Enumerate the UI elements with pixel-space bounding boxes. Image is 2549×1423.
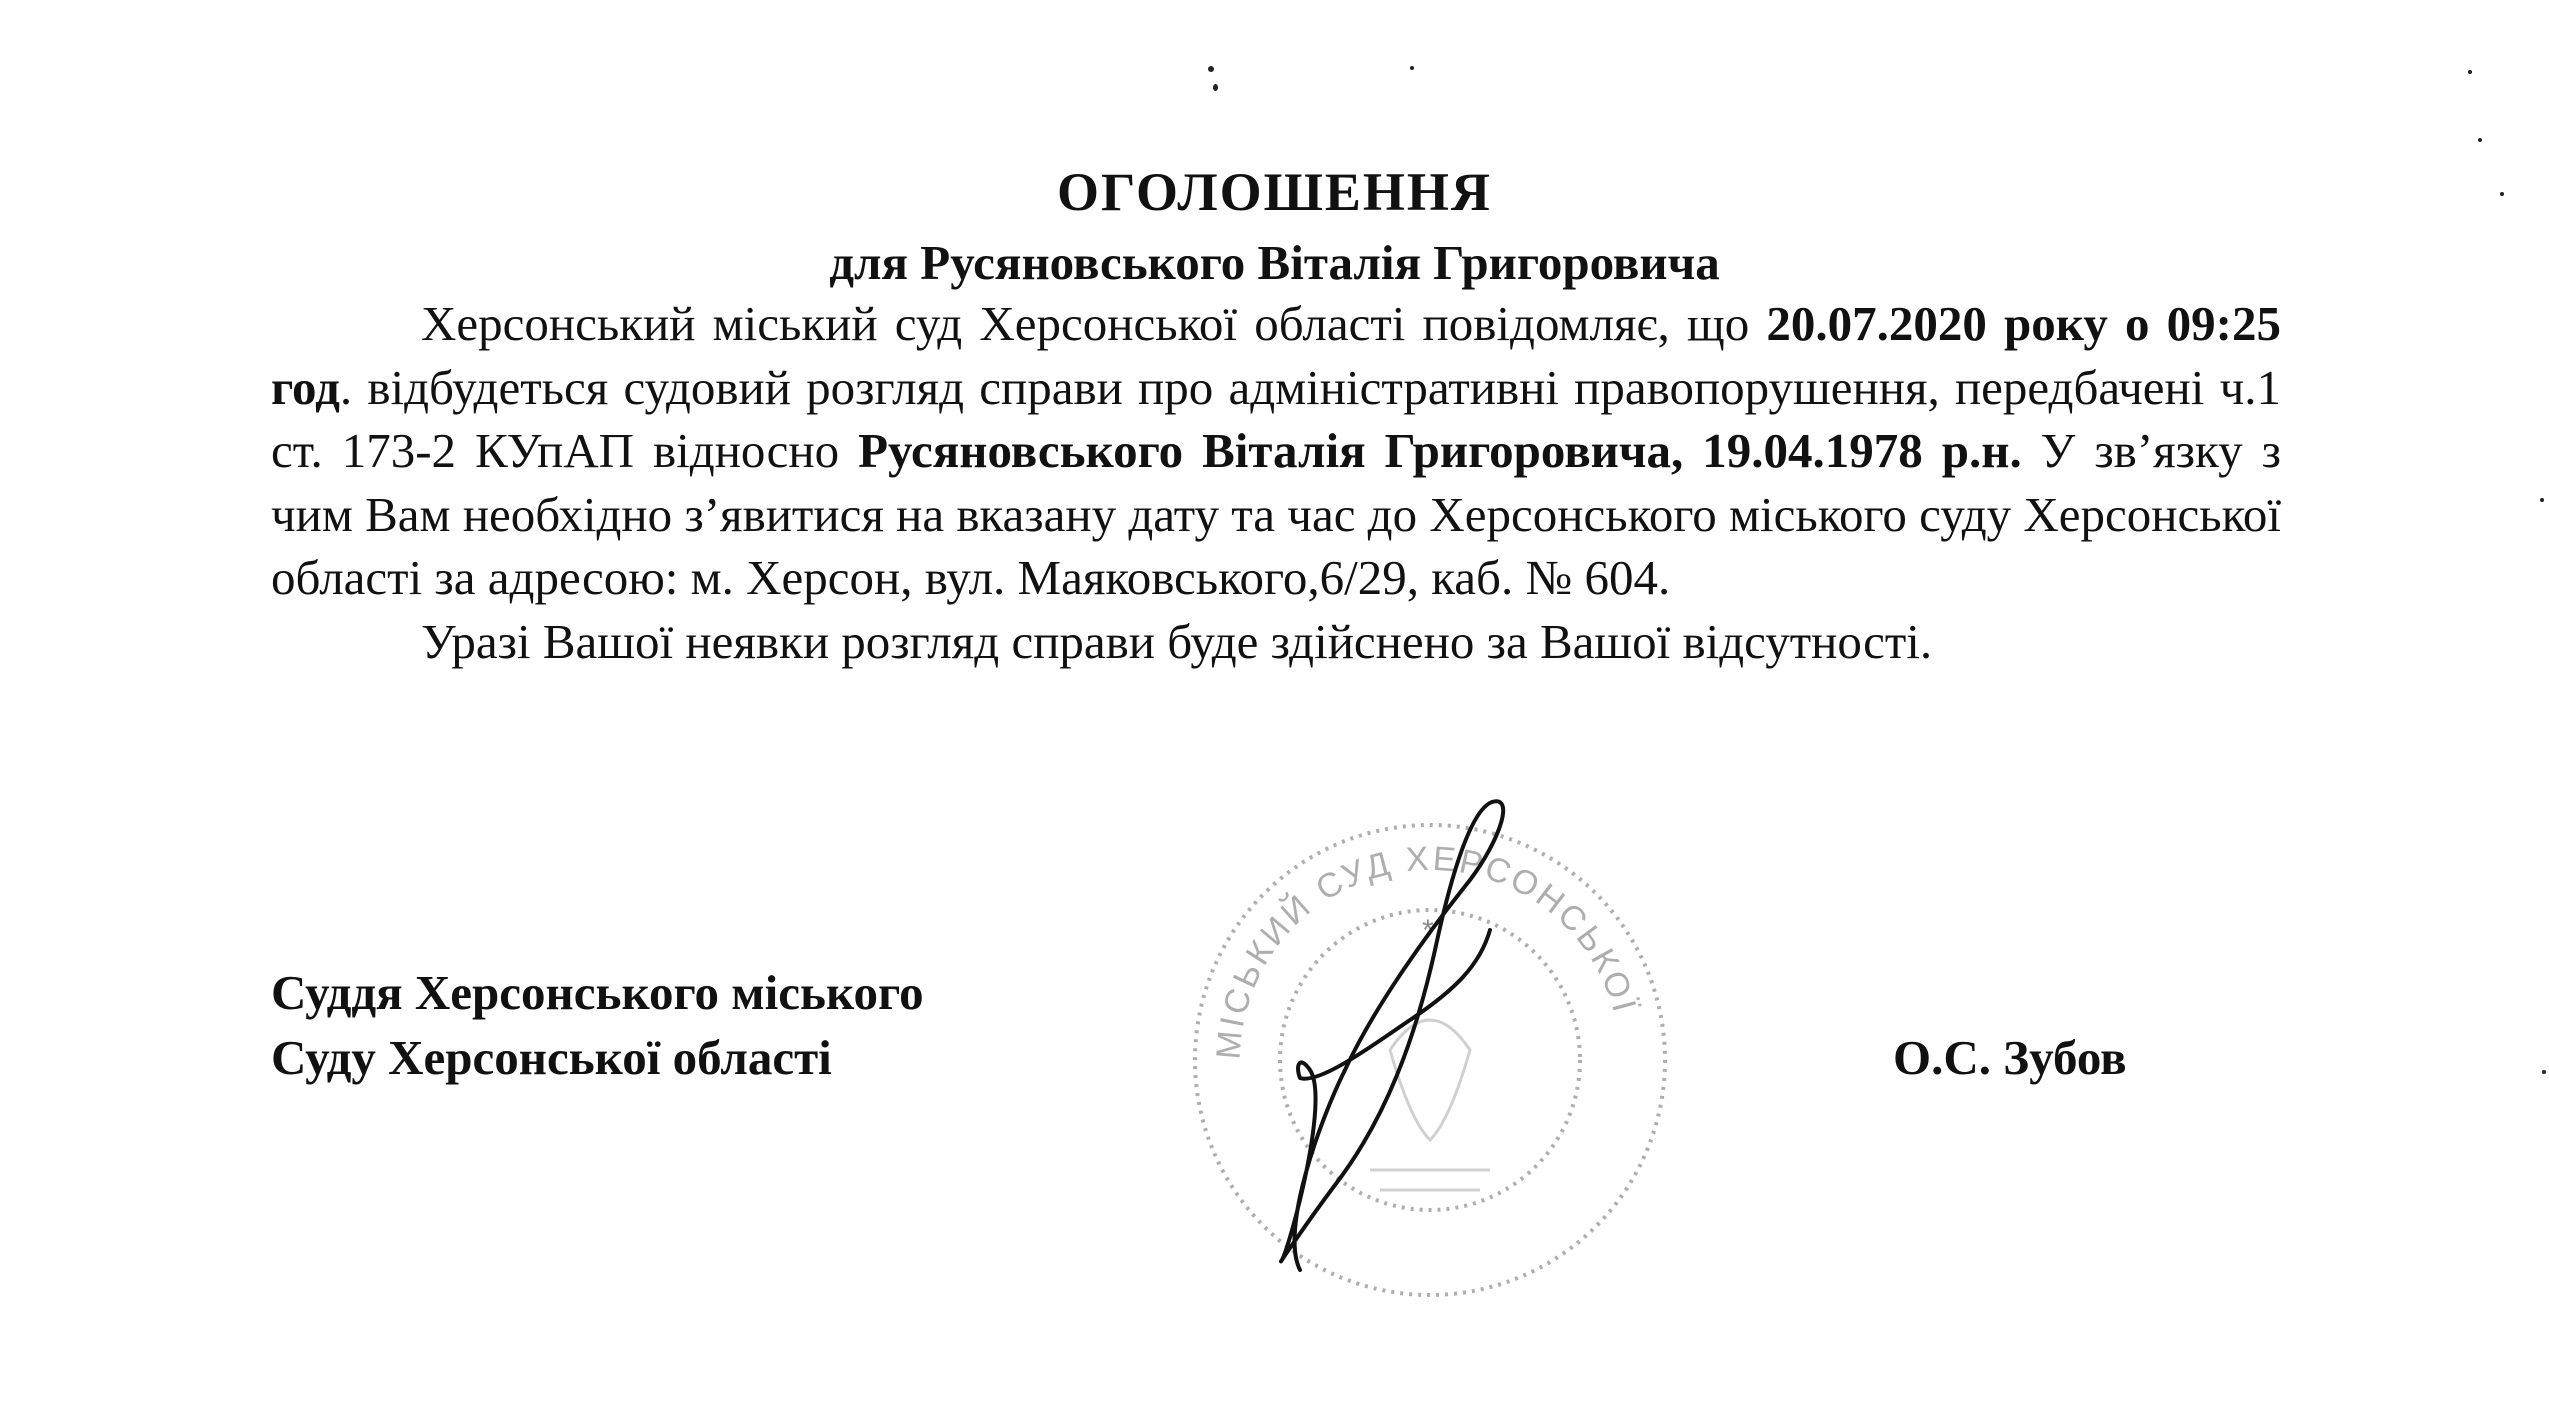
judge-position-line: Суду Херсонської області <box>271 1030 832 1085</box>
stamp-star: * <box>1422 914 1434 947</box>
scan-speck <box>2478 138 2482 142</box>
defendant-name: Русяновського Віталія Григоровича, 19.04.1978 р.н. <box>858 423 2022 478</box>
text-segment: Херсонський міський суд Херсонської області повідомляє, що <box>421 296 1767 351</box>
text-segment: . відбудеться судовий розгляд справи про адміністративні правопорушення, передбачені ч.1 ст. 173-2 КУпАП відносно <box>271 359 2281 478</box>
judge-position <box>271 960 924 1090</box>
notice-paragraph-main <box>271 292 2281 610</box>
notice-addressee: для Русяновського Віталія Григоровича <box>829 235 1720 290</box>
judge-name: О.С. Зубов <box>1893 1030 2127 1085</box>
stamp-outer-ring <box>1195 825 1665 1295</box>
notice-title: ОГОЛОШЕННЯ <box>1057 162 1492 222</box>
scan-speck <box>2468 70 2472 74</box>
scan-speck <box>2540 498 2544 502</box>
judge-position-line: Суддя Херсонського міського <box>271 965 924 1020</box>
court-stamp <box>1170 790 1690 1330</box>
stamp-text: МІСЬКИЙ СУД ХЕРСОНСЬКОЇ <box>1209 839 1644 1061</box>
scan-speck <box>2542 1070 2546 1074</box>
stamp-emblem <box>1370 1020 1490 1190</box>
hearing-datetime: 20.07.2020 року о 09:25 год <box>271 296 2281 415</box>
scan-speck <box>1410 66 1414 70</box>
stamp-inner-ring <box>1280 910 1580 1210</box>
scan-speck <box>1213 84 1218 91</box>
notice-body <box>271 292 2281 673</box>
text-segment: У зв’язку з чим Вам необхідно з’явитися на вказану дату та час до Херсонського міського суду Херсонської області за адресою: м. Херсон, вул. Маяковського,6/29, каб. № 604. <box>271 423 2282 605</box>
notice-paragraph-absence: Уразі Вашої неявки розгляд справи буде здійснено за Вашої відсутності. <box>421 613 1933 669</box>
scan-speck <box>1208 66 1214 72</box>
